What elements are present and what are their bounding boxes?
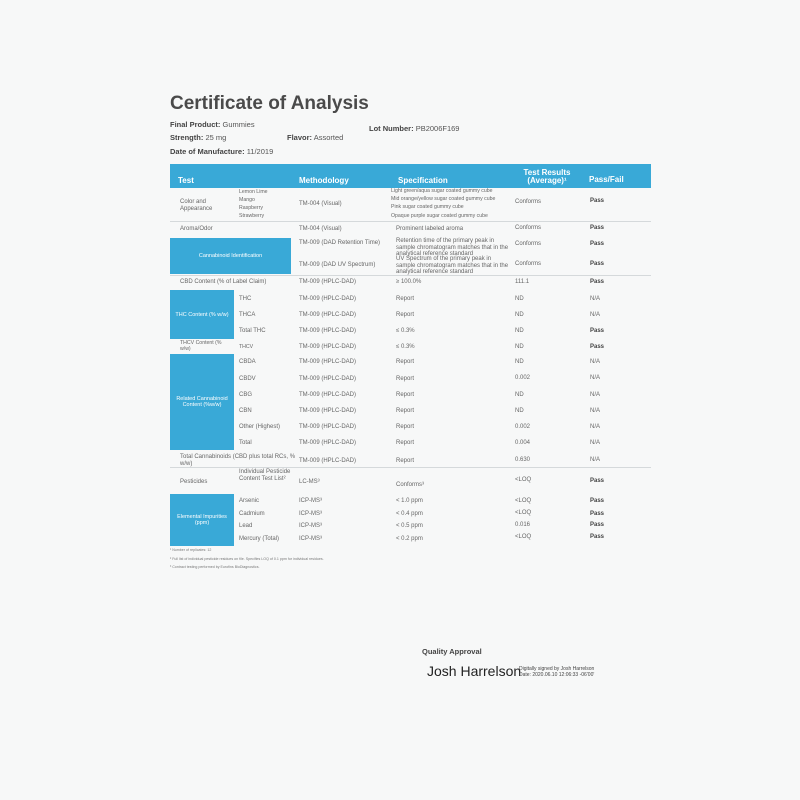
footnote-contract-testing: ³ Contract testing performed by Eurofins BioDiagnostics. (170, 565, 260, 569)
aroma-pass: Pass (590, 225, 605, 231)
total-related-spec: Report (396, 440, 415, 446)
flavor-raspberry: Raspberry (239, 205, 263, 211)
row-divider (170, 221, 651, 222)
cannabinoid-id-result-retention: Conforms (515, 241, 542, 247)
cbd-content-test: CBD Content (% of Label Claim) (180, 279, 267, 285)
document-title: Certificate of Analysis (170, 93, 369, 114)
other-highest-pass: N/A (590, 424, 601, 430)
other-highest-method: TM-009 (HPLC-DAD) (299, 424, 357, 430)
cbd-content-method: TM-009 (HPLC-DAD) (299, 279, 357, 285)
cbn-pass: N/A (590, 408, 601, 414)
final-product-line (170, 120, 255, 129)
header-methodology: Methodology (299, 176, 349, 185)
cbn-method: TM-009 (HPLC-DAD) (299, 408, 357, 414)
cbg-result: ND (515, 392, 524, 398)
lead-result: 0.016 (515, 522, 531, 528)
cbda-spec: Report (396, 359, 415, 365)
row-divider (170, 467, 651, 468)
cadmium-name: Cadmium (239, 511, 265, 517)
manufacture-date-label: Date of Manufacture: (170, 147, 245, 156)
cadmium-spec: < 0.4 ppm (396, 511, 423, 517)
lot-number-line (369, 124, 459, 133)
flavor-lemon-lime: Lemon Lime (239, 189, 268, 195)
color-appearance-pass: Pass (590, 198, 605, 204)
aroma-result: Conforms (515, 225, 542, 231)
mercury-method: ICP-MS³ (299, 536, 322, 542)
manufacture-date-line (170, 147, 273, 156)
thca-name: THCA (239, 312, 256, 318)
flavor-line (287, 133, 343, 142)
mercury-result: <LOQ (515, 534, 532, 540)
lead-pass: Pass (590, 522, 605, 528)
cbda-result: ND (515, 359, 524, 365)
color-appearance-test: Color and Appearance (180, 199, 213, 212)
other-highest-name: Other (Highest) (239, 424, 281, 430)
cannabinoid-id-spec-retention: Retention time of the primary peak in sample chromatogram matches that in the analytical reference standard (396, 238, 509, 257)
footnote-pesticide-list: ² Full list of individual pesticide residues on file. Specifies LOQ of 0.1 ppm for individual residues. (170, 557, 324, 561)
thc-content-label: THC Content (% w/w) (170, 290, 234, 339)
arsenic-spec: < 1.0 ppm (396, 498, 423, 504)
total-thc-name: Total THC (239, 328, 266, 334)
cbn-name: CBN (239, 408, 252, 414)
total-cannabinoids-test: Total Cannabinoids (CBD plus total RCs, % w/w) (180, 454, 296, 467)
elemental-impurities-label: Elemental Impurities (ppm) (170, 494, 234, 546)
cannabinoid-id-pass-retention: Pass (590, 241, 605, 247)
cbda-method: TM-009 (HPLC-DAD) (299, 359, 357, 365)
total-thc-pass: Pass (590, 328, 605, 334)
cbdv-result: 0.002 (515, 375, 531, 381)
pesticide-list-name: Individual Pesticide Content Test List² (239, 469, 291, 482)
flavor-strawberry: Strawberry (239, 213, 265, 219)
color-spec-lemon-lime: Light green/aqua sugar coated gummy cube (391, 188, 493, 194)
header-test: Test (178, 176, 194, 185)
thca-method: TM-009 (HPLC-DAD) (299, 312, 357, 318)
cadmium-result: <LOQ (515, 510, 532, 516)
quality-approval-heading: Quality Approval (422, 647, 482, 656)
total-related-result: 0.004 (515, 440, 531, 446)
cbdv-method: TM-009 (HPLC-DAD) (299, 376, 357, 382)
aroma-spec: Prominent labeled aroma (396, 226, 464, 232)
cbd-content-spec: ≥ 100.0% (396, 279, 422, 285)
cannabinoid-id-pass-uv: Pass (590, 261, 605, 267)
total-cannabinoids-result: 0.630 (515, 457, 531, 463)
color-spec-mango: Mid orange/yellow sugar coated gummy cube (391, 196, 496, 202)
related-cannabinoid-label: Related Cannabinoid Content (%w/w) (170, 354, 234, 450)
cannabinoid-id-spec-uv: UV Spectrum of the primary peak in sample chromatogram matches that in the analytical reference standard (396, 256, 509, 275)
thca-spec: Report (396, 312, 415, 318)
flavor-mango: Mango (239, 197, 255, 203)
footnote-replicates: ¹ Number of replicates: 12 (170, 548, 212, 552)
total-thc-spec: ≤ 0.3% (396, 328, 415, 334)
cbg-name: CBG (239, 392, 253, 398)
thca-result: ND (515, 312, 524, 318)
thc-spec: Report (396, 296, 415, 302)
final-product-label: Final Product: (170, 120, 221, 129)
color-spec-strawberry: Opaque purple sugar coated gummy cube (391, 213, 488, 219)
cbg-method: TM-009 (HPLC-DAD) (299, 392, 357, 398)
arsenic-method: ICP-MS³ (299, 498, 322, 504)
total-cannabinoids-method: TM-009 (HPLC-DAD) (299, 458, 357, 464)
total-related-pass: N/A (590, 440, 601, 446)
mercury-pass: Pass (590, 534, 605, 540)
thcv-pass: Pass (590, 344, 605, 350)
aroma-test: Aroma/Odor (180, 226, 213, 232)
total-thc-method: TM-009 (HPLC-DAD) (299, 328, 357, 334)
digital-signature-signed-by: Digitally signed by Josh Harrelson (519, 666, 595, 672)
cannabinoid-id-method-uv: TM-009 (DAD UV Spectrum) (299, 262, 376, 268)
cbdv-spec: Report (396, 376, 415, 382)
thc-pass: N/A (590, 296, 601, 302)
cadmium-pass: Pass (590, 511, 605, 517)
cannabinoid-identification-label: Cannabinoid Identification (170, 238, 291, 274)
lot-number-label: Lot Number: (369, 124, 414, 133)
strength-value: 25 mg (205, 133, 227, 142)
pesticides-result: <LOQ (515, 477, 532, 483)
results-table (170, 164, 651, 549)
total-thc-result: ND (515, 328, 524, 334)
header-specification: Specification (398, 176, 448, 185)
cbg-pass: N/A (590, 392, 601, 398)
cbdv-name: CBDV (239, 376, 256, 382)
cbn-spec: Report (396, 408, 415, 414)
total-related-name: Total (239, 440, 252, 446)
thcv-result: ND (515, 344, 524, 350)
row-divider (170, 275, 651, 276)
arsenic-result: <LOQ (515, 498, 532, 504)
mercury-spec: < 0.2 ppm (396, 536, 423, 542)
cannabinoid-id-method-retention: TM-009 (DAD Retention Time) (299, 240, 381, 246)
lead-spec: < 0.5 ppm (396, 523, 423, 529)
flavor-label: Flavor: (287, 133, 313, 142)
thc-result: ND (515, 296, 524, 302)
color-appearance-method: TM-004 (Visual) (299, 201, 342, 207)
strength-label: Strength: (170, 133, 204, 142)
cadmium-method: ICP-MS³ (299, 511, 322, 517)
pesticides-spec: Conforms³ (396, 482, 425, 488)
cannabinoid-id-result-uv: Conforms (515, 261, 542, 267)
header-test-results: Test Results (Average)¹ (523, 168, 571, 185)
thcv-method: TM-009 (HPLC-DAD) (299, 344, 357, 350)
lead-name: Lead (239, 523, 253, 529)
flavor-value: Assorted (313, 133, 344, 142)
cbd-content-result: 111.1 (515, 279, 530, 285)
thc-method: TM-009 (HPLC-DAD) (299, 296, 357, 302)
color-spec-raspberry: Pink sugar coated gummy cube (391, 204, 464, 210)
cbda-name: CBDA (239, 359, 256, 365)
thca-pass: N/A (590, 312, 601, 318)
digital-signature-details (519, 666, 594, 678)
lot-number-value: PB2006F169 (415, 124, 460, 133)
pesticides-test: Pesticides (180, 479, 208, 485)
arsenic-name: Arsenic (239, 498, 260, 504)
strength-line (170, 133, 226, 142)
cbg-spec: Report (396, 392, 415, 398)
digital-signature-date: Date: 2020.06.10 12:06:33 -06'00' (519, 672, 595, 678)
thcv-content-label: THCV Content (% w/w) (180, 340, 222, 352)
thc-name: THC (239, 296, 252, 302)
pesticides-pass: Pass (590, 478, 605, 484)
aroma-method: TM-004 (Visual) (299, 226, 342, 232)
total-cannabinoids-spec: Report (396, 458, 415, 464)
color-appearance-result: Conforms (515, 199, 542, 205)
header-pass-fail: Pass/Fail (589, 175, 624, 184)
thcv-spec: ≤ 0.3% (396, 344, 415, 350)
lead-method: ICP-MS³ (299, 523, 322, 529)
manufacture-date-value: 11/2019 (246, 147, 274, 156)
other-highest-spec: Report (396, 424, 415, 430)
cbn-result: ND (515, 408, 524, 414)
cbd-content-pass: Pass (590, 279, 605, 285)
thcv-name: THCV (239, 344, 254, 350)
cbda-pass: N/A (590, 359, 601, 365)
pesticides-method: LC-MS³ (299, 479, 320, 485)
cbdv-pass: N/A (590, 375, 601, 381)
total-related-method: TM-009 (HPLC-DAD) (299, 440, 357, 446)
final-product-value: Gummies (222, 120, 255, 129)
mercury-name: Mercury (Total) (239, 536, 280, 542)
total-cannabinoids-pass: N/A (590, 457, 601, 463)
signature-name: Josh Harrelson (427, 663, 522, 679)
other-highest-result: 0.002 (515, 424, 531, 430)
arsenic-pass: Pass (590, 498, 605, 504)
